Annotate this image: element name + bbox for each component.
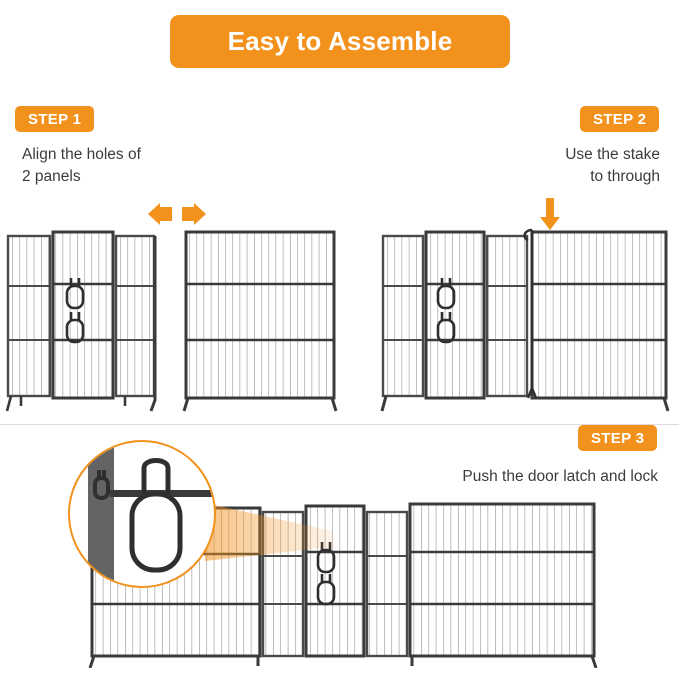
step-1-badge-label: STEP 1	[28, 110, 82, 128]
page-title: Easy to Assemble	[227, 26, 453, 56]
title-banner	[170, 15, 510, 68]
step-1-badge	[15, 106, 94, 132]
step-2-caption	[420, 144, 660, 189]
step-1-caption-line-1: Align the holes of	[22, 146, 141, 163]
step-2-badge-label: STEP 2	[593, 110, 647, 128]
callout-circle	[68, 440, 216, 588]
step-3-badge-label: STEP 3	[591, 429, 645, 447]
callout-cone	[205, 497, 335, 567]
step-2-caption-line-1: Use the stake	[565, 146, 660, 163]
step1-right-panel	[182, 228, 342, 413]
step-1-caption-line-2: 2 panels	[22, 168, 81, 186]
arrow-down-icon	[540, 198, 560, 230]
section-divider	[0, 424, 679, 425]
step2-panel-group	[380, 228, 670, 413]
step-3-badge	[578, 425, 657, 451]
magnifier-callout-icon	[68, 440, 216, 588]
step-1-caption	[22, 144, 252, 189]
step-2-badge	[580, 106, 659, 132]
step-3-caption-line-1: Push the door latch and lock	[462, 468, 658, 485]
double-arrow-horizontal-icon	[146, 203, 208, 225]
step-2-caption-line-2: to through	[590, 168, 660, 186]
step1-left-panel-group	[5, 228, 180, 413]
